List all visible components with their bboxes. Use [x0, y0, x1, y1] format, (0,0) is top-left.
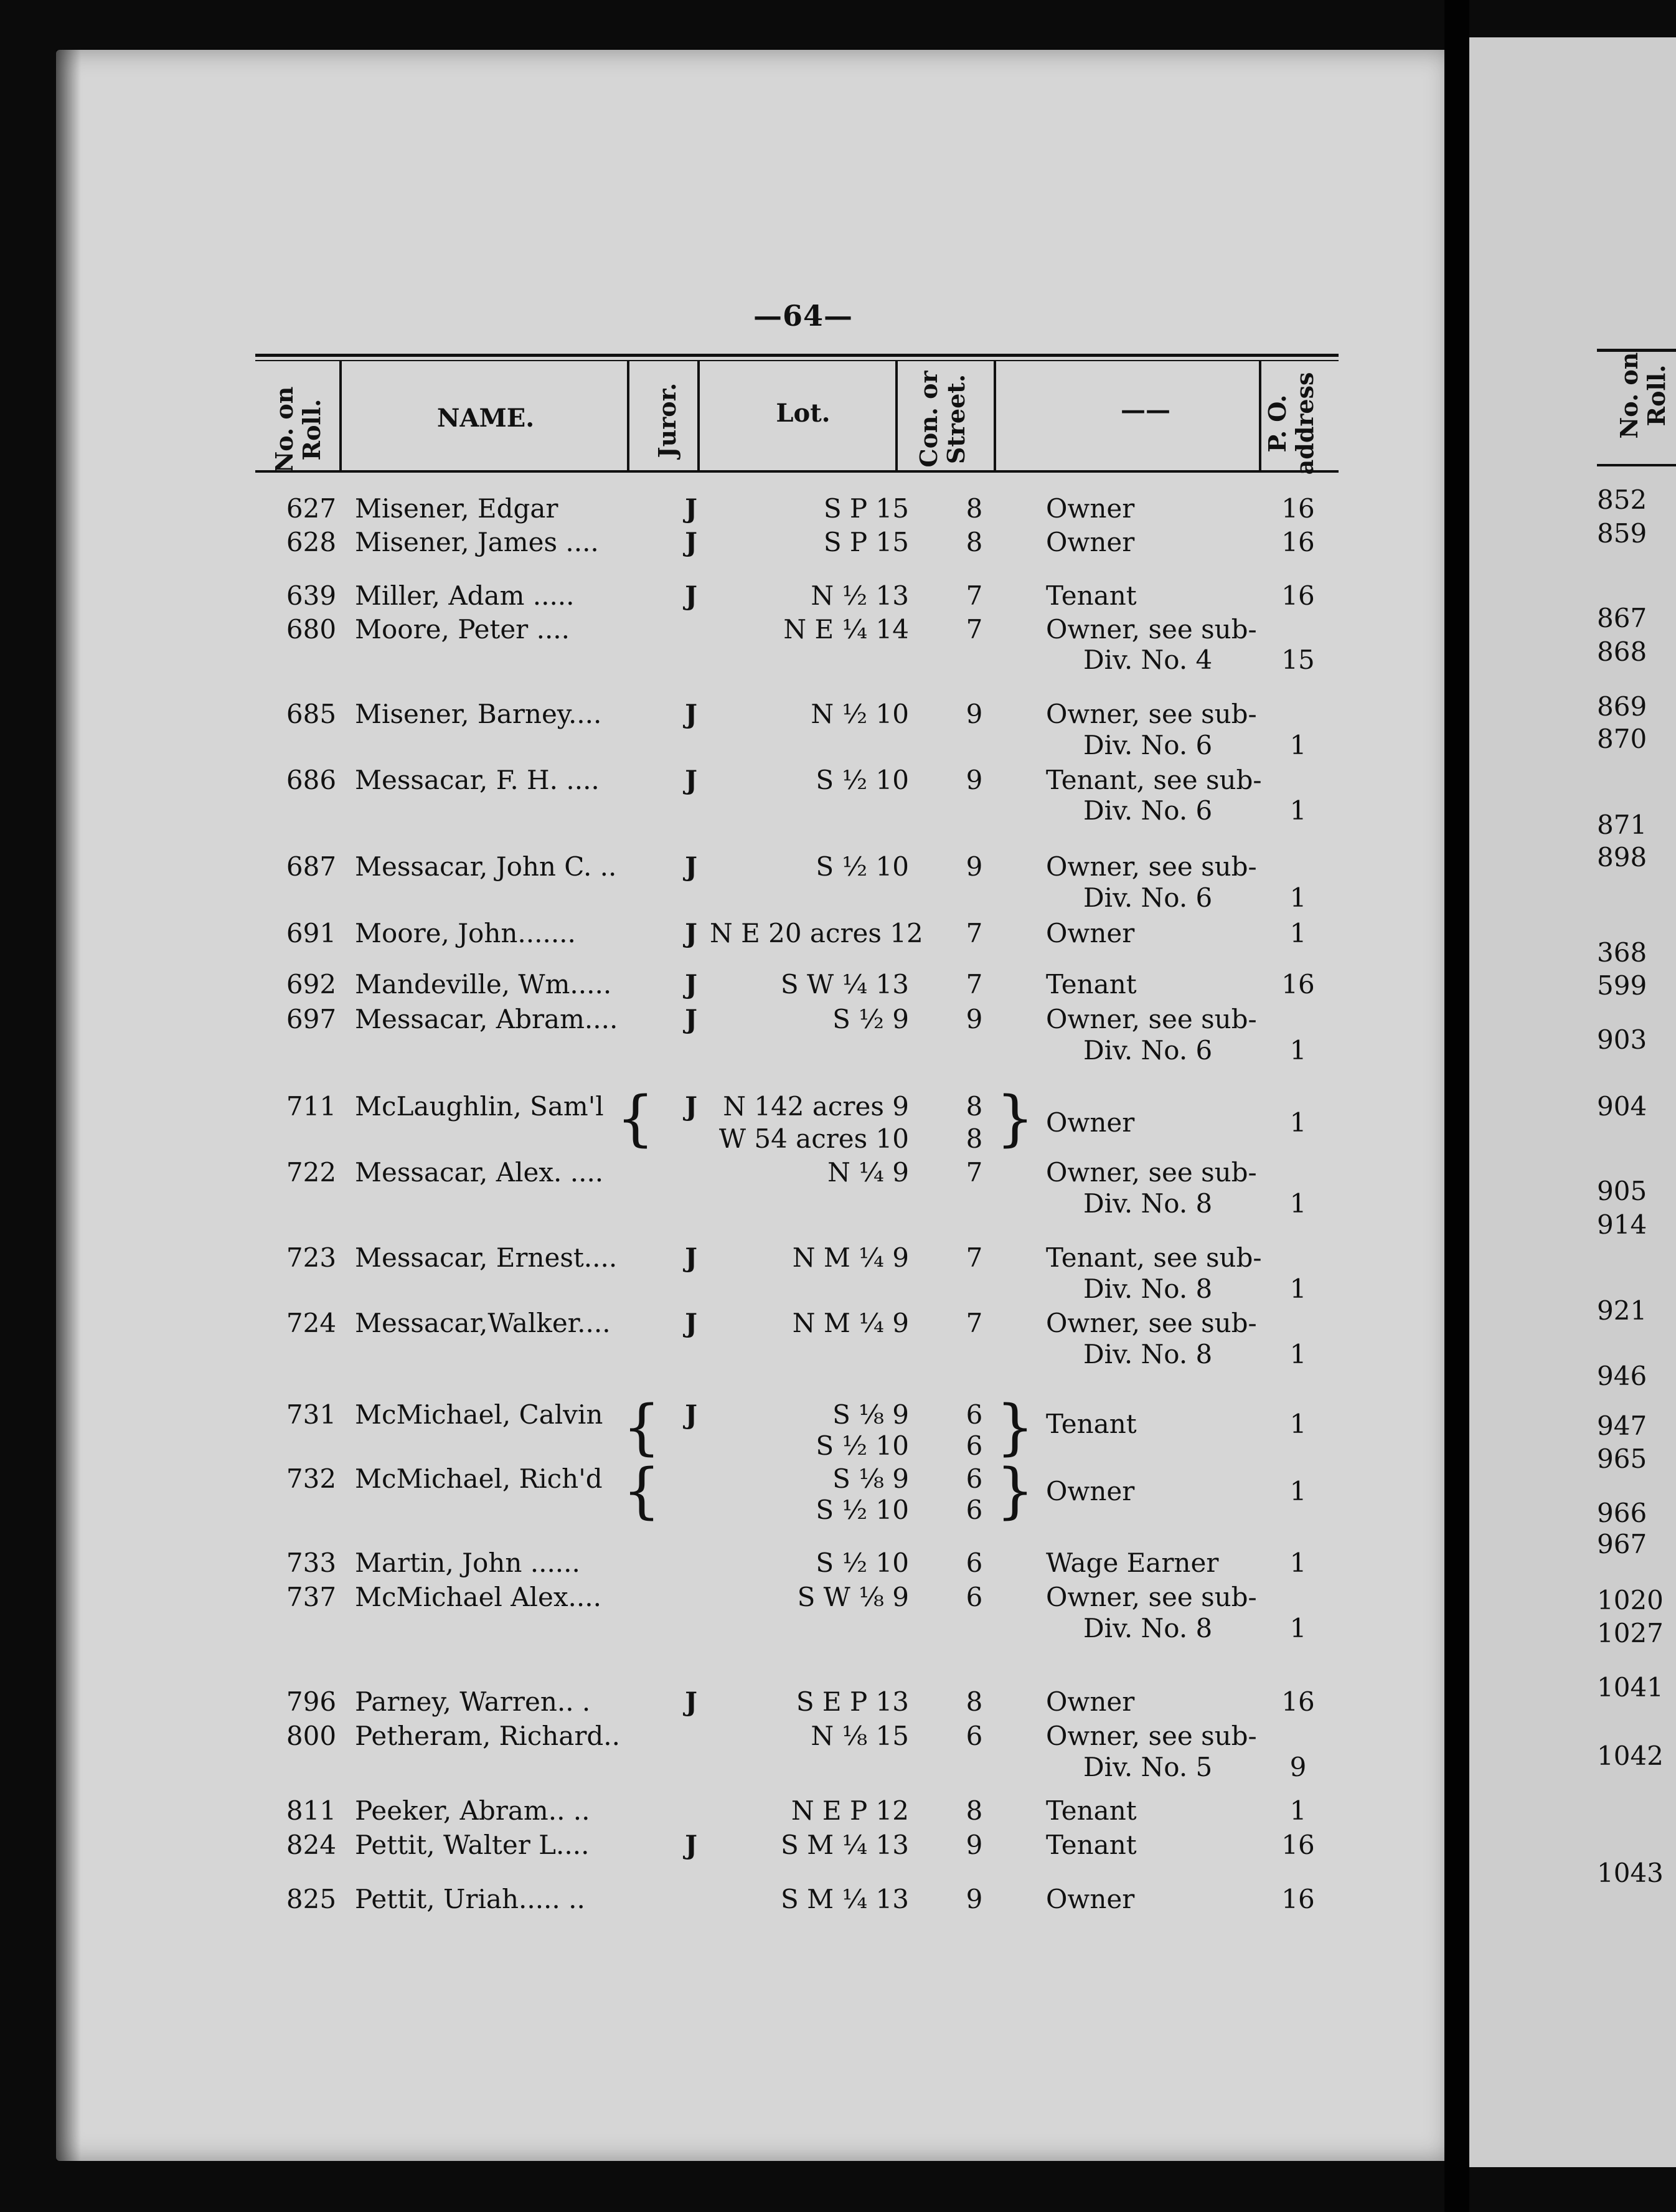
book-gutter	[1444, 0, 1469, 2212]
status: Tenant	[1046, 1830, 1137, 1860]
juror-mark: J	[685, 969, 697, 1000]
col-divider-roll	[339, 361, 342, 472]
brace-icon: {	[623, 1392, 661, 1462]
concession: 8	[966, 1686, 983, 1717]
facing-roll-number: 859	[1597, 518, 1647, 549]
lot-second: W 54 acres 10	[718, 1123, 909, 1154]
brace-icon: }	[996, 1456, 1035, 1526]
facing-roll-number: 946	[1597, 1361, 1647, 1391]
status-continuation: Div. No. 6	[1083, 882, 1213, 913]
header-no-on-roll	[271, 374, 327, 486]
facing-page-header-rule	[1597, 464, 1676, 466]
lot: S ½ 10	[816, 765, 909, 795]
concession: 6	[966, 1548, 983, 1578]
status: Tenant, see sub-	[1046, 765, 1262, 795]
person-name: McLaughlin, Sam'l	[355, 1091, 604, 1122]
roll-number: 692	[286, 969, 337, 1000]
lot: N 142 acres 9	[723, 1091, 909, 1122]
col-divider-lot	[895, 361, 898, 472]
facing-roll-number: 1027	[1597, 1618, 1664, 1648]
table-top-rule	[255, 354, 1339, 357]
person-name: Miller, Adam .....	[355, 580, 575, 611]
po-address: 1	[1289, 1795, 1307, 1826]
concession-second: 8	[966, 1123, 983, 1154]
status: Owner	[1046, 1476, 1135, 1506]
juror-mark: J	[685, 1308, 697, 1338]
po-address: 1	[1289, 1188, 1307, 1219]
lot: N ¼ 9	[827, 1157, 909, 1188]
facing-roll-number: 1043	[1597, 1858, 1664, 1888]
person-name: Pettit, Walter L....	[355, 1830, 590, 1860]
status: Owner	[1046, 918, 1135, 948]
juror-mark: J	[685, 493, 697, 524]
juror-mark: J	[685, 1830, 697, 1860]
status: Owner	[1046, 493, 1135, 524]
status-continuation: Div. No. 6	[1083, 795, 1213, 826]
status: Wage Earner	[1046, 1548, 1219, 1578]
status: Owner	[1046, 1686, 1135, 1717]
facing-roll-number: 1041	[1597, 1672, 1664, 1703]
header-juror-text: Juror.	[653, 382, 681, 458]
status-continuation: Div. No. 4	[1083, 645, 1213, 675]
brace-icon: {	[616, 1084, 655, 1153]
lot: S ½ 10	[816, 851, 909, 882]
juror-mark: J	[685, 1004, 697, 1034]
lot: N M ¼ 9	[792, 1242, 909, 1273]
status: Owner, see sub-	[1046, 1721, 1257, 1751]
status-continuation: Div. No. 5	[1083, 1752, 1213, 1782]
lot: N E ¼ 14	[783, 614, 909, 645]
concession: 9	[966, 765, 983, 795]
juror-mark: J	[685, 1399, 697, 1430]
roll-number: 628	[286, 527, 337, 557]
status: Owner, see sub-	[1046, 851, 1257, 882]
person-name: Mandeville, Wm.....	[355, 969, 612, 1000]
person-name: Misener, Edgar	[355, 493, 558, 524]
concession: 7	[966, 614, 983, 645]
facing-roll-number: 1042	[1597, 1741, 1664, 1771]
col-divider-con	[994, 361, 996, 472]
status: Owner	[1046, 1884, 1135, 1914]
header-po-line2: address	[1291, 372, 1319, 475]
facing-header-line1: No. on	[1615, 352, 1643, 439]
juror-mark: J	[685, 765, 697, 795]
header-no-on-roll-line1: No. on	[270, 386, 298, 473]
facing-roll-number: 870	[1597, 724, 1647, 754]
facing-roll-number: 947	[1597, 1411, 1647, 1441]
concession: 9	[966, 1830, 983, 1860]
concession: 8	[966, 527, 983, 557]
person-name: Moore, John.......	[355, 918, 576, 948]
lot: S ½ 10	[816, 1548, 909, 1578]
status: Tenant	[1046, 969, 1137, 1000]
concession-second: 6	[966, 1430, 983, 1461]
col-divider-juror	[697, 361, 700, 472]
lot: S ⅛ 9	[832, 1399, 909, 1430]
roll-number: 686	[286, 765, 337, 795]
lot: N M ¼ 9	[792, 1308, 909, 1338]
facing-roll-number: 852	[1597, 484, 1647, 515]
roll-number: 824	[286, 1830, 337, 1860]
concession: 7	[966, 918, 983, 948]
person-name: Parney, Warren.. .	[355, 1686, 591, 1717]
status-continuation: Div. No. 6	[1083, 730, 1213, 760]
roll-number: 796	[286, 1686, 337, 1717]
po-address: 1	[1289, 1274, 1307, 1304]
concession: 8	[966, 493, 983, 524]
lot: N ½ 10	[811, 699, 909, 729]
po-address: 1	[1289, 1548, 1307, 1578]
roll-number: 697	[286, 1004, 337, 1034]
facing-roll-number: 904	[1597, 1091, 1647, 1122]
juror-mark: J	[685, 1686, 697, 1717]
page-number: —64—	[753, 299, 854, 333]
po-address: 1	[1289, 918, 1307, 948]
header-po-address	[1264, 367, 1320, 480]
status: Owner, see sub-	[1046, 1582, 1257, 1612]
concession: 6	[966, 1463, 983, 1494]
roll-number: 724	[286, 1308, 337, 1338]
roll-number: 811	[286, 1795, 337, 1826]
person-name: Pettit, Uriah..... ..	[355, 1884, 585, 1914]
status: Tenant, see sub-	[1046, 1242, 1262, 1273]
roll-number: 639	[286, 580, 337, 611]
facing-roll-number: 599	[1597, 970, 1647, 1001]
juror-mark: J	[685, 918, 697, 948]
concession: 6	[966, 1399, 983, 1430]
header-status: ——	[1121, 395, 1170, 425]
po-address: 15	[1281, 645, 1315, 675]
po-address: 9	[1289, 1752, 1307, 1782]
concession: 7	[966, 1157, 983, 1188]
po-address: 16	[1281, 969, 1315, 1000]
page-edge-shadow	[56, 50, 81, 2161]
status: Tenant	[1046, 580, 1137, 611]
facing-roll-number: 868	[1597, 636, 1647, 667]
person-name: Messacar, John C. ..	[355, 851, 617, 882]
juror-mark: J	[685, 527, 697, 557]
concession: 9	[966, 1884, 983, 1914]
roll-number: 733	[286, 1548, 337, 1578]
lot: N E 20 acres 12	[710, 918, 923, 948]
po-address: 1	[1289, 1476, 1307, 1506]
po-address: 1	[1289, 1035, 1307, 1066]
table-top-rule-2	[255, 360, 1339, 361]
concession: 8	[966, 1795, 983, 1826]
juror-mark: J	[685, 580, 697, 611]
po-address: 16	[1281, 580, 1315, 611]
status: Owner, see sub-	[1046, 699, 1257, 729]
lot: N E P 12	[791, 1795, 909, 1826]
lot: S M ¼ 13	[781, 1884, 909, 1914]
juror-mark: J	[685, 851, 697, 882]
status-continuation: Div. No. 8	[1083, 1339, 1213, 1369]
person-name: Misener, Barney....	[355, 699, 602, 729]
person-name: McMichael, Calvin	[355, 1399, 603, 1430]
roll-number: 723	[286, 1242, 337, 1273]
po-address: 1	[1289, 1409, 1307, 1439]
col-divider-name	[627, 361, 629, 472]
po-address: 1	[1289, 730, 1307, 760]
lot: N ½ 13	[811, 580, 909, 611]
lot-second: S ½ 10	[816, 1430, 909, 1461]
concession: 7	[966, 1308, 983, 1338]
lot: S ½ 9	[832, 1004, 909, 1034]
person-name: Petheram, Richard..	[355, 1721, 620, 1751]
concession: 7	[966, 1242, 983, 1273]
concession: 9	[966, 851, 983, 882]
header-con-line1: Con. or	[915, 371, 943, 468]
status: Owner, see sub-	[1046, 1004, 1257, 1034]
header-lot: Lot.	[776, 399, 831, 428]
po-address: 1	[1289, 1339, 1307, 1369]
facing-roll-number: 898	[1597, 842, 1647, 872]
roll-number: 722	[286, 1157, 337, 1188]
person-name: Martin, John ......	[355, 1548, 580, 1578]
po-address: 16	[1281, 1884, 1315, 1914]
concession-second: 6	[966, 1495, 983, 1525]
roll-number: 687	[286, 851, 337, 882]
brace-icon: }	[996, 1084, 1035, 1153]
roll-number: 825	[286, 1884, 337, 1914]
person-name: McMichael Alex....	[355, 1582, 601, 1612]
roll-number: 737	[286, 1582, 337, 1612]
status-continuation: Div. No. 8	[1083, 1613, 1213, 1643]
facing-roll-number: 914	[1597, 1209, 1647, 1240]
status: Tenant	[1046, 1409, 1137, 1439]
facing-roll-number: 903	[1597, 1024, 1647, 1055]
col-divider-status	[1259, 361, 1261, 472]
facing-roll-number: 368	[1597, 937, 1647, 968]
brace-icon: {	[623, 1456, 661, 1526]
concession: 8	[966, 1091, 983, 1122]
concession: 7	[966, 580, 983, 611]
roll-number: 800	[286, 1721, 337, 1751]
roll-number: 731	[286, 1399, 337, 1430]
lot-second: S ½ 10	[816, 1495, 909, 1525]
concession: 6	[966, 1721, 983, 1751]
lot: S W ¼ 13	[780, 969, 909, 1000]
status-continuation: Div. No. 6	[1083, 1035, 1213, 1066]
lot: S P 15	[823, 493, 909, 524]
header-po-line1: P. O.	[1263, 394, 1291, 453]
concession: 7	[966, 969, 983, 1000]
po-address: 16	[1281, 493, 1315, 524]
facing-roll-number: 965	[1597, 1444, 1647, 1474]
facing-header-line2: Roll.	[1642, 364, 1670, 427]
roll-number: 732	[286, 1463, 337, 1494]
person-name: Messacar, Alex. ....	[355, 1157, 604, 1188]
header-con-line2: Street.	[942, 374, 970, 465]
concession: 9	[966, 1004, 983, 1034]
person-name: Misener, James ....	[355, 527, 599, 557]
status: Owner	[1046, 527, 1135, 557]
po-address: 1	[1289, 795, 1307, 826]
po-address: 1	[1289, 1613, 1307, 1643]
header-no-on-roll-line2: Roll.	[298, 399, 326, 461]
facing-roll-number: 1020	[1597, 1585, 1664, 1615]
header-con-or-street	[915, 366, 971, 472]
header-name: NAME.	[436, 404, 535, 433]
po-address: 16	[1281, 1686, 1315, 1717]
lot: S E P 13	[796, 1686, 909, 1717]
status: Owner	[1046, 1107, 1135, 1138]
person-name: Messacar,Walker....	[355, 1308, 611, 1338]
po-address: 1	[1289, 1107, 1307, 1138]
juror-mark: J	[685, 1242, 697, 1273]
po-address: 16	[1281, 1830, 1315, 1860]
table-header-rule	[255, 470, 1339, 473]
facing-roll-number: 871	[1597, 810, 1647, 840]
header-juror	[654, 377, 685, 464]
status-continuation: Div. No. 8	[1083, 1188, 1213, 1219]
po-address: 16	[1281, 527, 1315, 557]
status: Tenant	[1046, 1795, 1137, 1826]
lot: S W ⅛ 9	[797, 1582, 909, 1612]
roll-number: 680	[286, 614, 337, 645]
concession: 9	[966, 699, 983, 729]
facing-roll-number: 867	[1597, 603, 1647, 633]
roll-number: 685	[286, 699, 337, 729]
facing-roll-number: 921	[1597, 1295, 1647, 1326]
status-continuation: Div. No. 8	[1083, 1274, 1213, 1304]
facing-page-header	[1616, 339, 1672, 451]
lot: S P 15	[823, 527, 909, 557]
facing-roll-number: 967	[1597, 1529, 1647, 1559]
concession: 6	[966, 1582, 983, 1612]
person-name: Peeker, Abram.. ..	[355, 1795, 590, 1826]
brace-icon: }	[996, 1392, 1035, 1462]
roll-number: 627	[286, 493, 337, 524]
juror-mark: J	[685, 1091, 697, 1122]
person-name: McMichael, Rich'd	[355, 1463, 603, 1494]
lot: S ⅛ 9	[832, 1463, 909, 1494]
person-name: Messacar, Abram....	[355, 1004, 618, 1034]
roll-number: 711	[286, 1091, 337, 1122]
person-name: Messacar, F. H. ....	[355, 765, 600, 795]
facing-roll-number: 869	[1597, 691, 1647, 722]
facing-roll-number: 905	[1597, 1176, 1647, 1206]
facing-roll-number: 966	[1597, 1498, 1647, 1528]
lot: N ⅛ 15	[811, 1721, 909, 1751]
status: Owner, see sub-	[1046, 1308, 1257, 1338]
person-name: Messacar, Ernest....	[355, 1242, 618, 1273]
po-address: 1	[1289, 882, 1307, 913]
status: Owner, see sub-	[1046, 1157, 1257, 1188]
juror-mark: J	[685, 699, 697, 729]
roll-number: 691	[286, 918, 337, 948]
status: Owner, see sub-	[1046, 614, 1257, 645]
person-name: Moore, Peter ....	[355, 614, 570, 645]
lot: S M ¼ 13	[781, 1830, 909, 1860]
